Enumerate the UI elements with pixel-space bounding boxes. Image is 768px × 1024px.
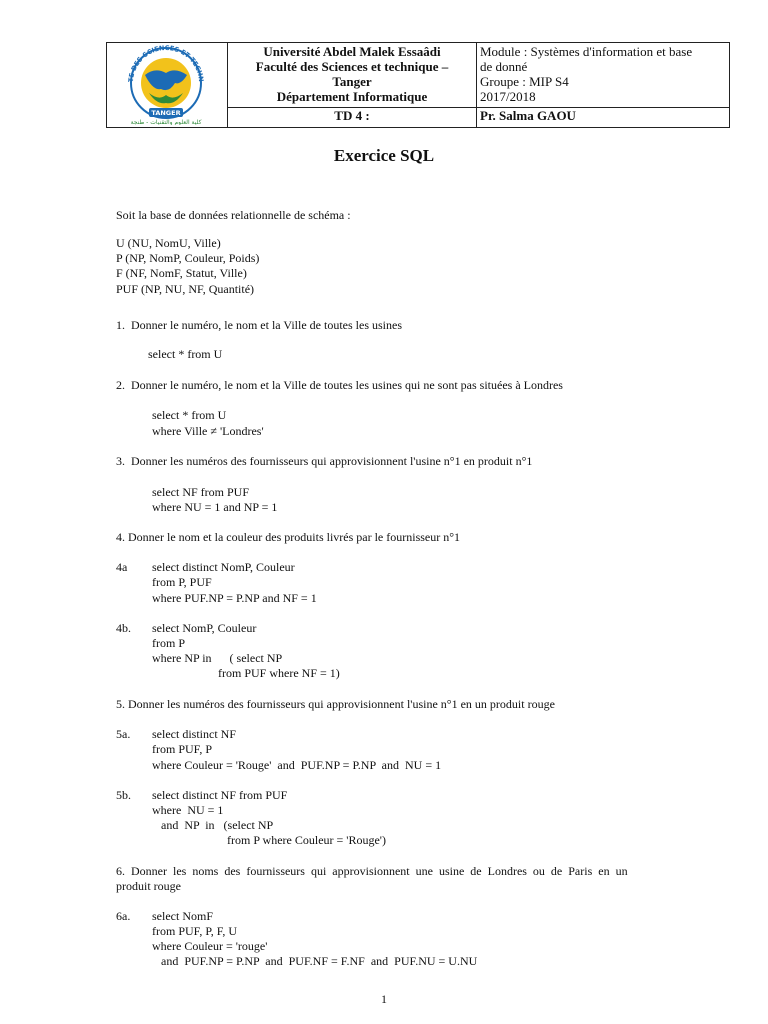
sql-line: where NU = 1 and NP = 1	[152, 500, 278, 514]
intro-text: Soit la base de données relationnelle de schéma :	[116, 208, 351, 222]
institution-block	[228, 44, 476, 104]
question-6-continued: produit rouge	[116, 879, 181, 893]
sql-line: where Ville ≠ 'Londres'	[152, 424, 264, 438]
question-6: 6. Donner les noms des fournisseurs qui approvisionnent une usine de Londres ou de Paris en un	[116, 864, 628, 878]
sql-line: from PUF, P, F, U	[152, 924, 238, 938]
answer-label: 5a.	[116, 727, 131, 741]
sql-line: select distinct NomP, Couleur	[152, 560, 295, 574]
sql-line: from PUF, P	[152, 742, 213, 756]
header-table	[106, 42, 730, 128]
question-4: 4. Donner le nom et la couleur des produits livrés par le fournisseur n°1	[116, 530, 461, 544]
module-block	[480, 44, 730, 104]
answer-label: 5b.	[116, 788, 131, 802]
sql-line: where NP in ( select NP	[152, 651, 283, 665]
page-number: 1	[381, 992, 387, 1006]
sql-line: from P, PUF	[152, 575, 212, 589]
sql-line: select NomF	[152, 909, 213, 923]
sql-line: select * from U	[152, 408, 227, 422]
page-title: Exercice SQL	[333, 146, 435, 165]
question-5: 5. Donner les numéros des fournisseurs qui approvisionnent l'usine n°1 en un produit rouge	[116, 697, 555, 711]
academic-year: 2017/2018	[480, 89, 536, 104]
schema-line: P (NP, NomP, Couleur, Poids)	[116, 251, 260, 265]
professor-name: Pr. Salma GAOU	[480, 108, 576, 123]
module-line2: de donné	[480, 59, 528, 74]
logo-city-text: TANGER	[151, 109, 181, 117]
schema-line: F (NF, NomF, Statut, Ville)	[116, 266, 247, 280]
sql-line: from PUF where NF = 1)	[152, 666, 340, 680]
sql-line: select NomP, Couleur	[152, 621, 257, 635]
logo-arc-text: TE DES SCIENCES ET TECHN	[126, 45, 206, 83]
sql-line: where NU = 1	[152, 803, 224, 817]
university-name: Université Abdel Malek Essaâdi	[263, 44, 441, 59]
answer-label: 4a	[116, 560, 128, 574]
sql-line: where Couleur = 'rouge'	[152, 939, 268, 953]
sql-line: from P	[152, 636, 185, 650]
module-line1: Module : Systèmes d'information et base	[480, 44, 693, 59]
td-label: TD 4 :	[334, 108, 370, 123]
sql-line: select distinct NF	[152, 727, 236, 741]
faculty-name-line1: Faculté des Sciences et technique –	[255, 59, 449, 74]
group-label: Groupe : MIP S4	[480, 74, 569, 89]
schema-line: PUF (NP, NU, NF, Quantité)	[116, 282, 255, 296]
question-1: 1. Donner le numéro, le nom et la Ville de toutes les usines	[116, 318, 402, 332]
question-2: 2. Donner le numéro, le nom et la Ville de toutes les usines qui ne sont pas situées à Londres	[116, 378, 563, 392]
sql-line: where Couleur = 'Rouge' and PUF.NP = P.NP and NU = 1	[152, 758, 442, 772]
sql-line: select NF from PUF	[152, 485, 249, 499]
department-name: Département Informatique	[276, 89, 428, 104]
schema-line: U (NU, NomU, Ville)	[116, 236, 221, 250]
question-3: 3. Donner les numéros des fournisseurs qui approvisionnent l'usine n°1 en produit n°1	[116, 454, 533, 468]
sql-line: select * from U	[148, 347, 223, 361]
sql-line: select distinct NF from PUF	[152, 788, 288, 802]
sql-line: and PUF.NP = P.NP and PUF.NF = F.NF and PUF.NU = U.NU	[152, 954, 478, 968]
faculty-name-line2: Tanger	[332, 74, 372, 89]
faculty-logo	[109, 45, 223, 125]
sql-line: and NP in (select NP	[152, 818, 274, 832]
answer-label: 6a.	[116, 909, 131, 923]
sql-line: from P where Couleur = 'Rouge')	[152, 833, 386, 847]
sql-line: where PUF.NP = P.NP and NF = 1	[152, 591, 317, 605]
logo-arabic-text: كلية العلوم والتقنيات - طنجة	[130, 119, 202, 125]
answer-label: 4b.	[116, 621, 131, 635]
header-divider	[476, 43, 477, 127]
